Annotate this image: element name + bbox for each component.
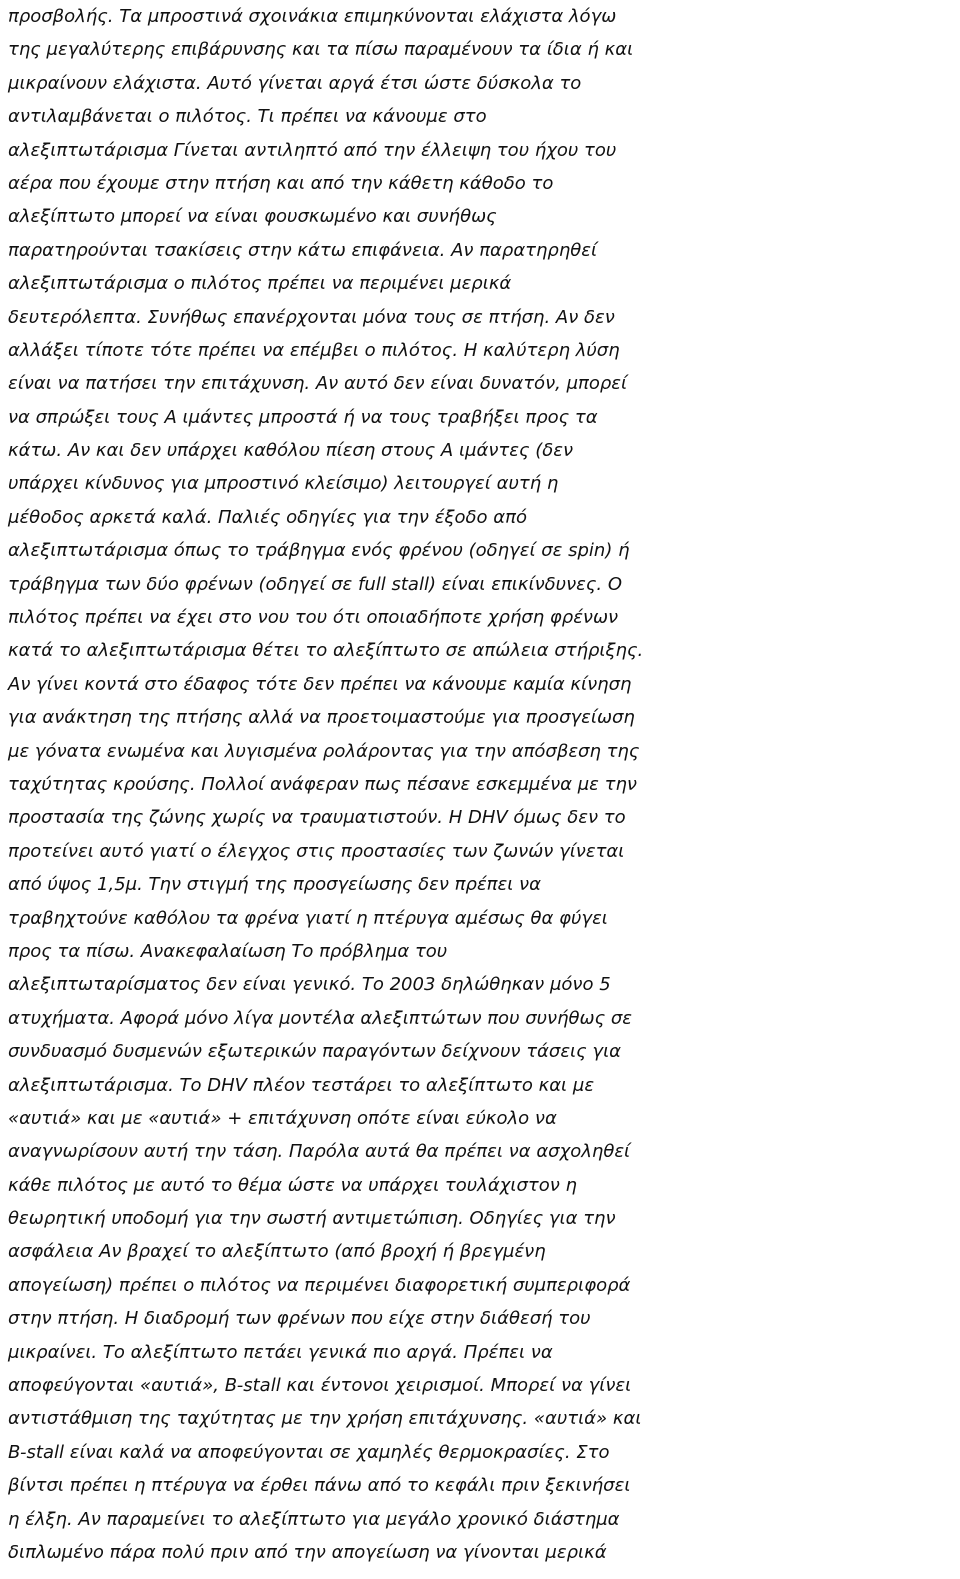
text-line: προστασία της ζώνης χωρίς να τραυματιστούν. Η DHV όμως δεν το: [8, 807, 626, 829]
text-line: προσβολής. Τα μπροστινά σχοινάκια επιμηκύνονται ελάχιστα λόγω: [8, 6, 617, 27]
text-line: αποφεύγονται «αυτιά», B-stall και έντονοι χειρισμοί. Μπορεί να γίνει: [8, 1375, 632, 1397]
text-line: η έλξη. Αν παραμείνει το αλεξίπτωτο για μεγάλο χρονικό διάστημα: [8, 1508, 620, 1530]
text-line: είναι να πατήσει την επιτάχυνση. Αν αυτό δεν είναι δυνατόν, μπορεί: [8, 373, 628, 395]
text-line: στην πτήση. Η διαδρομή των φρένων που είχε στην διάθεσή του: [8, 1308, 591, 1330]
text-line: μέθοδος αρκετά καλά. Παλιές οδηγίες για την έξοδο από: [8, 506, 527, 528]
text-line: να σπρώξει τους Α ιμάντες μπροστά ή να τους τραβήξει προς τα: [8, 406, 598, 428]
text-line: αέρα που έχουμε στην πτήση και από την κάθετη κάθοδο το: [8, 172, 554, 194]
text-line: αλεξιπτωτάρισμα. Το DHV πλέον τεστάρει το αλεξίπτωτο και με: [8, 1074, 595, 1096]
text-line: κατά το αλεξιπτωτάρισμα θέτει το αλεξίπτωτο σε απώλεια στήριξης.: [8, 640, 644, 662]
text-line: αντιστάθμιση της ταχύτητας με την χρήση επιτάχυνσης. «αυτιά» και: [8, 1408, 642, 1430]
text-line: πιλότος πρέπει να έχει στο νου του ότι οποιαδήποτε χρήση φρένων: [8, 607, 619, 629]
text-line: B-stall είναι καλά να αποφεύγονται σε χαμηλές θερμοκρασίες. Στο: [8, 1441, 610, 1463]
text-line: κάθε πιλότος με αυτό το θέμα ώστε να υπάρχει τουλάχιστον η: [8, 1174, 577, 1196]
text-line: αλεξιπτωτάρισμα ο πιλότος πρέπει να περιμένει μερικά: [8, 273, 512, 295]
text-line: της μεγαλύτερης επιβάρυνσης και τα πίσω παραμένουν τα ίδια ή και: [8, 39, 634, 61]
text-line: τραβηχτούνε καθόλου τα φρένα γιατί η πτέρυγα αμέσως θα φύγει: [8, 907, 608, 929]
text-line: «αυτιά» και με «αυτιά» + επιτάχυνση οπότε είναι εύκολο να: [8, 1107, 557, 1129]
text-line: αλεξιπτωτάρισμα όπως το τράβηγμα ενός φρένου (οδηγεί σε spin) ή: [8, 540, 630, 562]
text-line: προς τα πίσω. Ανακεφαλαίωση Το πρόβλημα του: [8, 940, 448, 962]
text-line: δευτερόλεπτα. Συνήθως επανέρχονται μόνα τους σε πτήση. Αν δεν: [8, 306, 615, 328]
text-line: μικραίνουν ελάχιστα. Αυτό γίνεται αργά έτσι ώστε δύσκολα το: [8, 72, 582, 94]
text-line: από ύψος 1,5μ. Την στιγμή της προσγείωσης δεν πρέπει να: [8, 874, 541, 896]
text-line: αντιλαμβάνεται ο πιλότος. Τι πρέπει να κάνουμε στο: [8, 106, 487, 128]
text-line: κάτω. Αν και δεν υπάρχει καθόλου πίεση στους Α ιμάντες (δεν: [8, 440, 574, 462]
text-line: ασφάλεια Αν βραχεί το αλεξίπτωτο (από βροχή ή βρεγμένη: [8, 1241, 546, 1263]
text-line: αλεξίπτωτο μπορεί να είναι φουσκωμένο και συνήθως: [8, 206, 497, 228]
text-line: προτείνει αυτό γιατί ο έλεγχος στις προστασίες των ζωνών γίνεται: [8, 840, 625, 862]
text-line: συνδυασμό δυσμενών εξωτερικών παραγόντων δείχνουν τάσεις για: [8, 1041, 622, 1063]
text-line: ατυχήματα. Αφορά μόνο λίγα μοντέλα αλεξιπτώτων που συνήθως σε: [8, 1007, 633, 1029]
text-line: αλεξιπτωτάρισμα Γίνεται αντιληπτό από την έλλειψη του ήχου του: [8, 139, 617, 161]
text-line: διπλωμένο πάρα πολύ πριν από την απογείωση να γίνονται μερικά: [8, 1541, 607, 1563]
text-line: τράβηγμα των δύο φρένων (οδηγεί σε full stall) είναι επικίνδυνες. Ο: [8, 573, 623, 595]
text-line: με γόνατα ενωμένα και λυγισμένα ρολάροντας για την απόσβεση της: [8, 740, 640, 762]
text-line: αλεξιπτωταρίσματος δεν είναι γενικό. Το 2003 δηλώθηκαν μόνο 5: [8, 974, 611, 996]
body-paragraph: [8, 0, 958, 1569]
text-line: για ανάκτηση της πτήσης αλλά να προετοιμαστούμε για προσγείωση: [8, 707, 635, 729]
document-page: [8, 0, 958, 1569]
text-line: βίντσι πρέπει η πτέρυγα να έρθει πάνω από το κεφάλι πριν ξεκινήσει: [8, 1475, 631, 1497]
text-line: αλλάξει τίποτε τότε πρέπει να επέμβει ο πιλότος. Η καλύτερη λύση: [8, 339, 620, 361]
text-line: θεωρητική υποδομή για την σωστή αντιμετώπιση. Οδηγίες για την: [8, 1208, 616, 1230]
text-line: ταχύτητας κρούσης. Πολλοί ανάφεραν πως πέσανε εσκεμμένα με την: [8, 773, 637, 795]
text-line: αναγνωρίσουν αυτή την τάση. Παρόλα αυτά θα πρέπει να ασχοληθεί: [8, 1141, 631, 1163]
text-line: μικραίνει. Το αλεξίπτωτο πετάει γενικά πιο αργά. Πρέπει να: [8, 1341, 553, 1363]
text-line: υπάρχει κίνδυνος για μπροστινό κλείσιμο) λειτουργεί αυτή η: [8, 473, 559, 495]
text-line: παρατηρούνται τσακίσεις στην κάτω επιφάνεια. Αν παρατηρηθεί: [8, 239, 598, 261]
text-line: απογείωση) πρέπει ο πιλότος να περιμένει διαφορετική συμπεριφορά: [8, 1274, 631, 1296]
text-line: Αν γίνει κοντά στο έδαφος τότε δεν πρέπει να κάνουμε καμία κίνηση: [8, 673, 632, 695]
